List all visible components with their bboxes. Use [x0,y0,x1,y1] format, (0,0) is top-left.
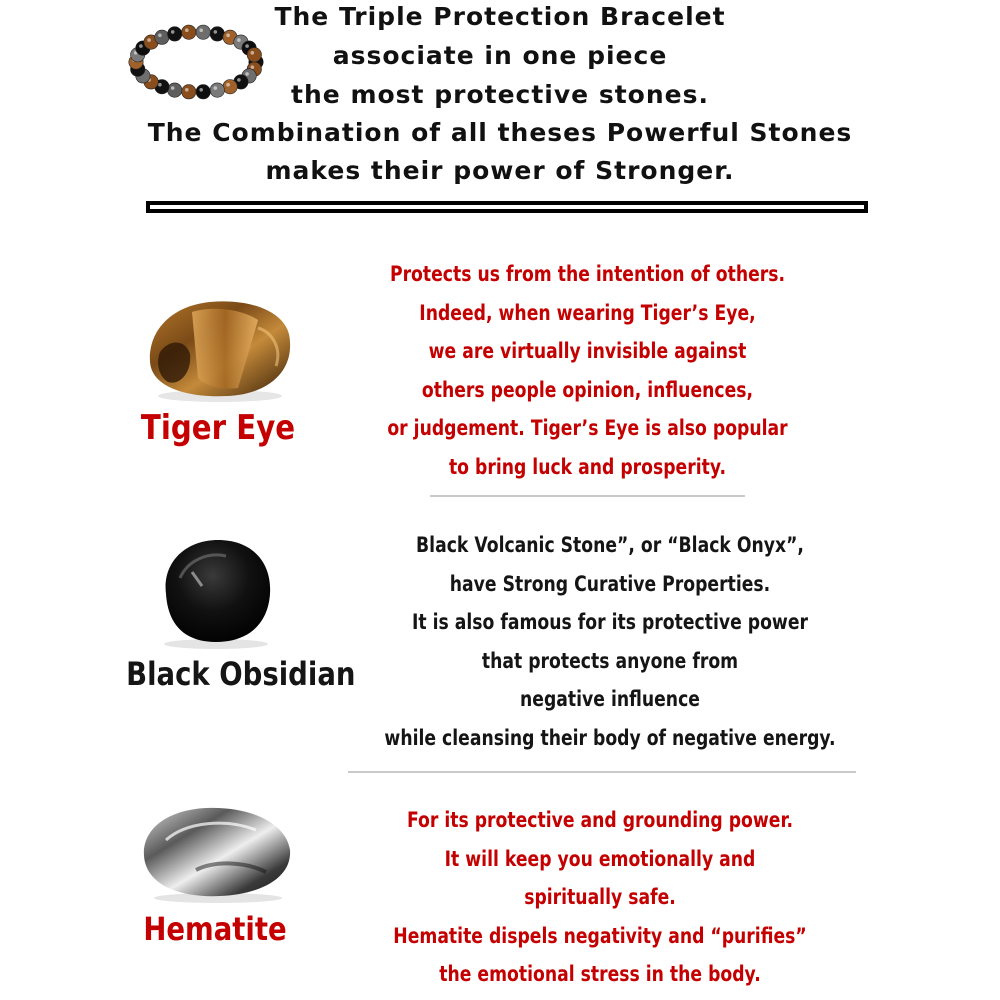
stone-name-tiger-eye: Tiger Eye [140,408,296,448]
description-line: Black Volcanic Stone”, or “Black Onyx”, [416,533,804,557]
header-line: the most protective stones. [291,80,709,109]
description-line: Indeed, when wearing Tiger’s Eye, [419,300,756,325]
description-line: while cleansing their body of negative energy. [384,725,836,750]
bead-highlight [245,72,249,76]
description-line: the emotional stress in the body. [439,962,761,986]
description-line: spiritually safe. [524,885,676,909]
description-line: negative influence [520,687,700,711]
description-line: Protects us from the intention of others. [389,262,786,286]
header-line: The Triple Protection Bracelet [274,2,726,31]
header-line: The Combination of all theses Powerful Stones [147,118,853,147]
description-line: Hematite dispels negativity and “purifies” [393,923,807,948]
description-line: that protects anyone from [481,648,739,673]
header-line: makes their power of Stronger. [265,156,735,185]
bead-highlight [158,34,162,38]
description-line: others people opinion, influences, [421,377,754,402]
tiger-eye-description [335,255,840,486]
header-line: associate in one piece [332,41,668,70]
section-divider [348,771,856,773]
section-divider [430,495,745,497]
stone-name-black-obsidian: Black Obsidian [126,655,356,693]
tiger-eye-stone-image [140,292,296,404]
bead-highlight [226,34,230,38]
stone-name-hematite: Hematite [143,910,287,948]
header-divider [146,201,868,213]
description-line: to bring luck and prosperity. [448,454,727,479]
description-line: It will keep you emotionally and [444,846,756,871]
description-line: we are virtually invisible against [428,339,747,363]
description-line: For its protective and grounding power. [406,808,794,832]
hematite-description [340,801,860,994]
description-line: It is also famous for its protective power [411,610,808,634]
black-obsidian-stone-image [152,534,280,650]
description-line: have Strong Curative Properties. [449,571,771,596]
black-obsidian-description [330,526,890,757]
hematite-stone-image [136,800,296,904]
description-line: or judgement. Tiger’s Eye is also popular [387,416,788,440]
